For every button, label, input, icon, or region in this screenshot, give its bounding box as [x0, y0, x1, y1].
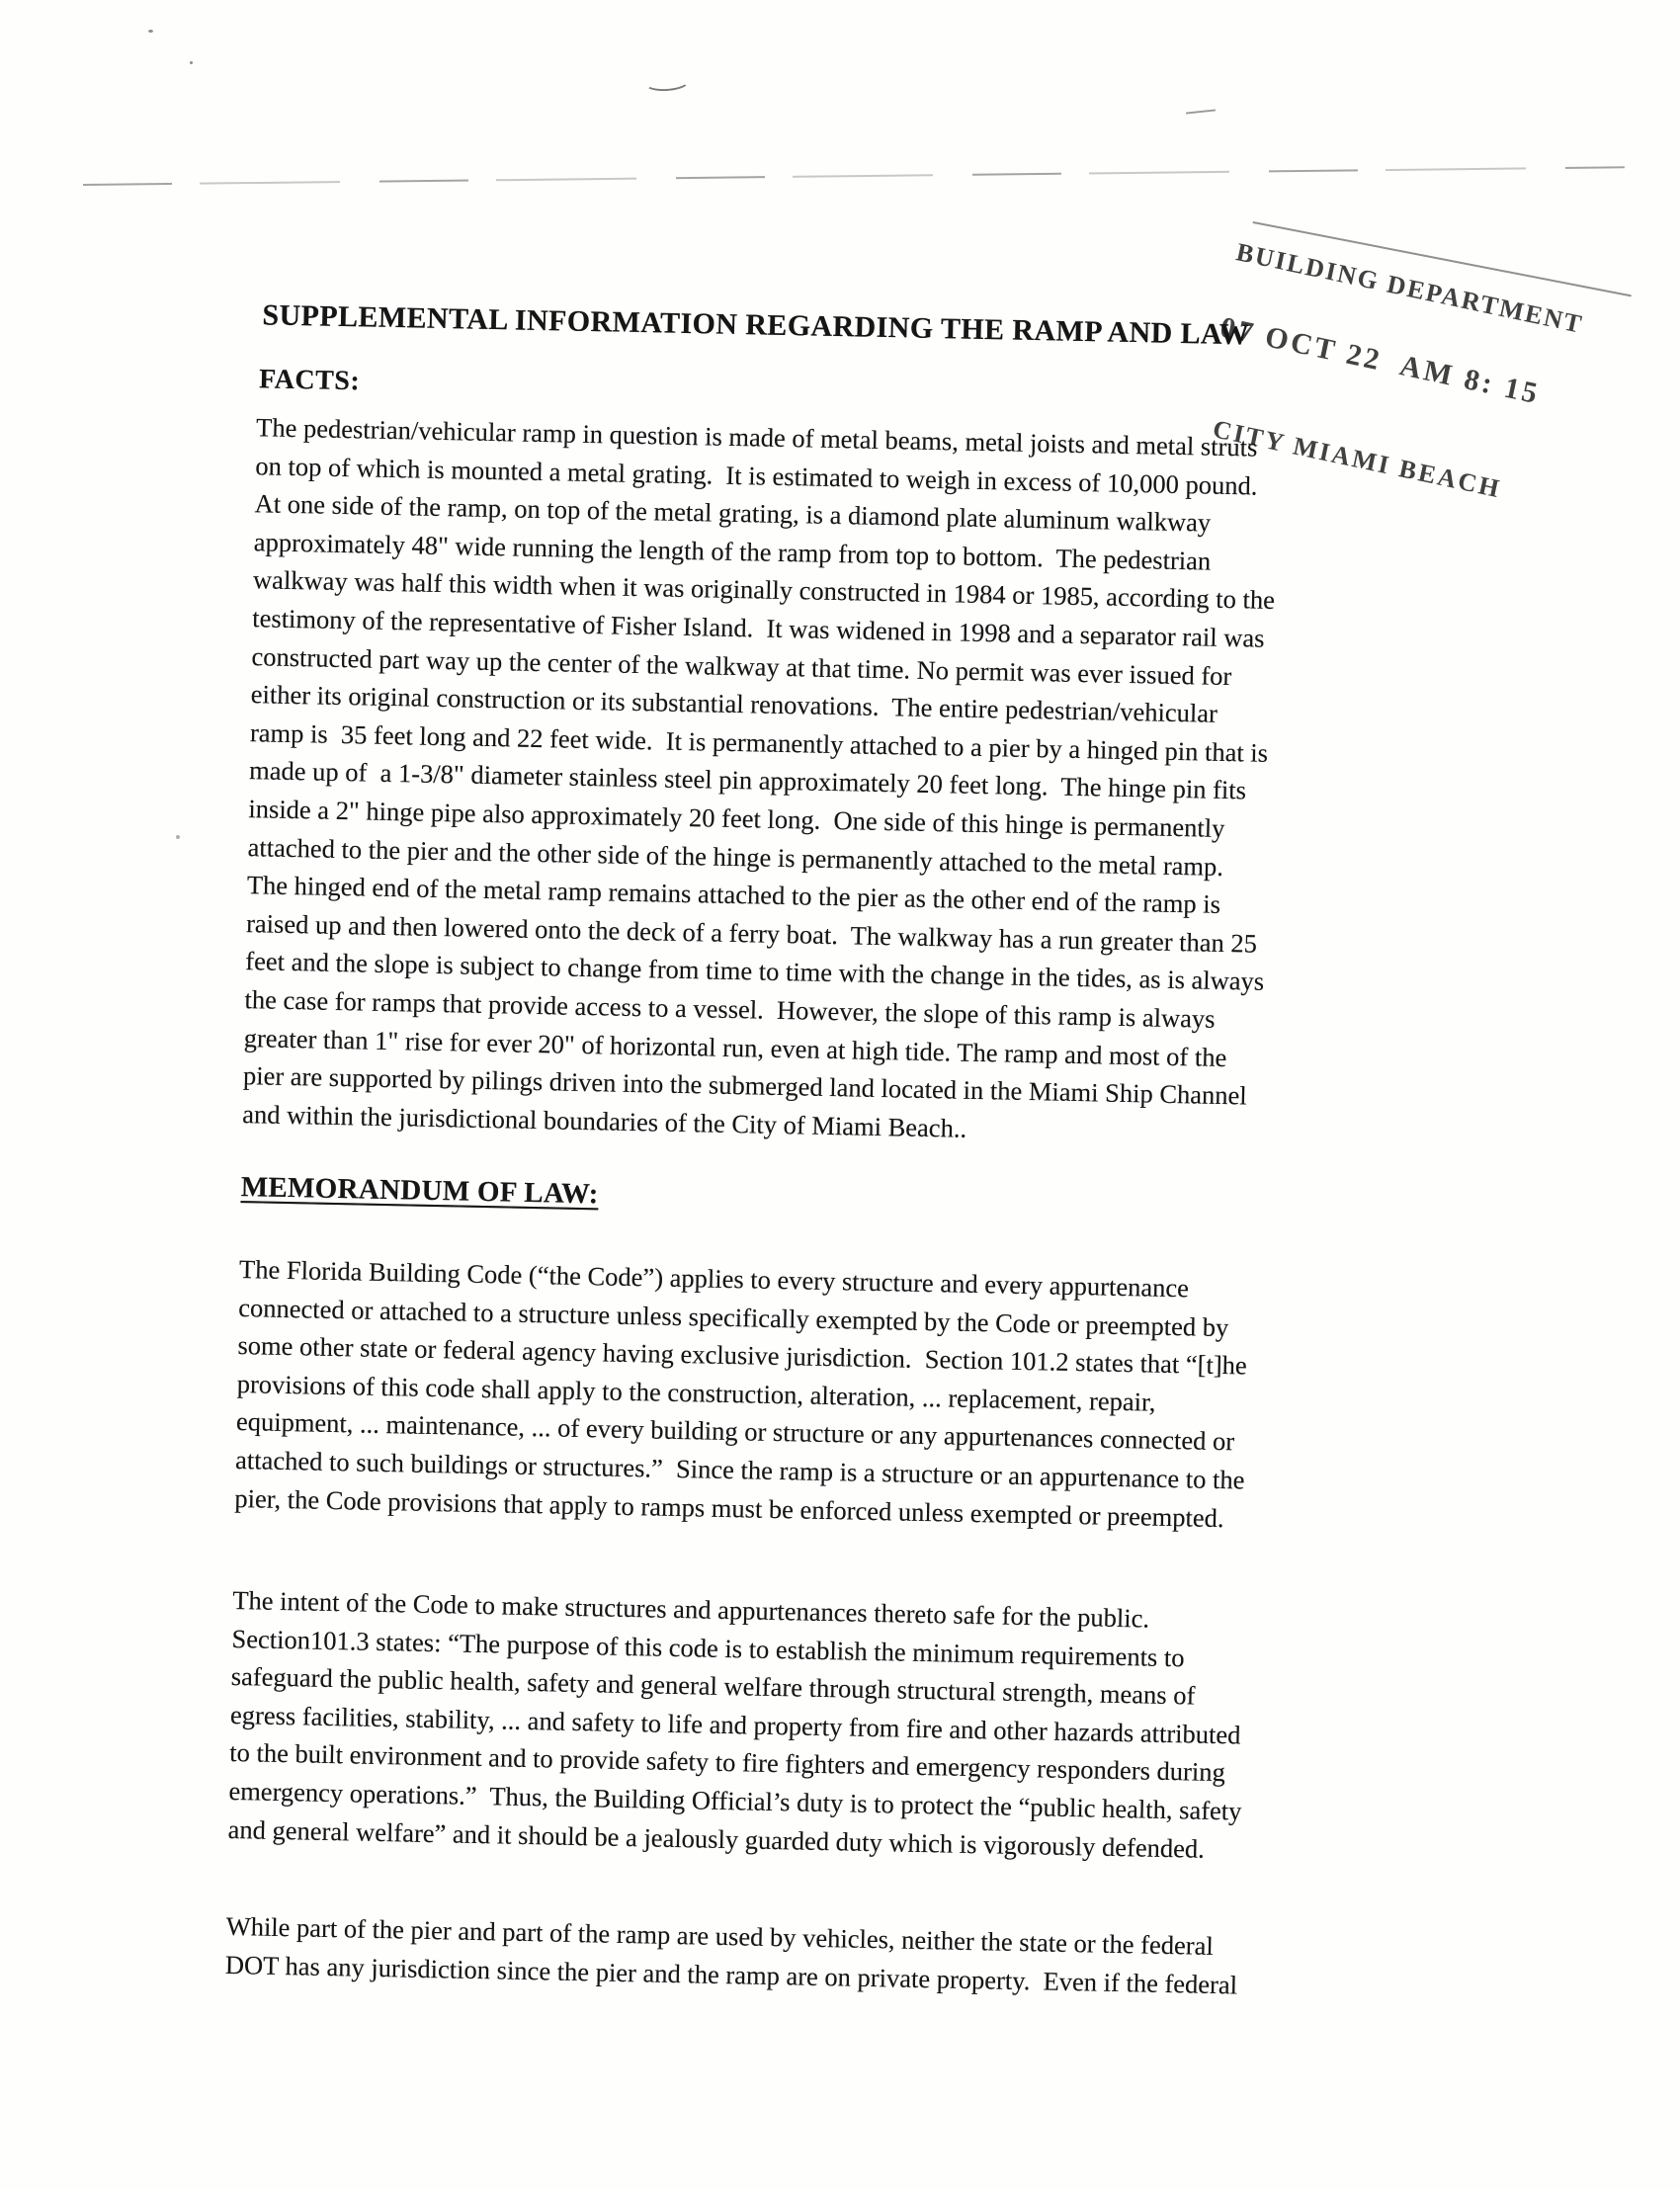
facts-heading: FACTS:	[258, 364, 361, 397]
facts-paragraph	[242, 408, 1279, 1153]
text-line: ramp is 35 feet long and 22 feet wide. It is permanently attached to a pier by a hinged pin that is	[249, 716, 1269, 768]
stamp-line-city: CITY MIAMI BEACH	[1210, 414, 1504, 504]
text-line: and within the jurisdictional boundaries of the City of Miami Beach..	[241, 1098, 967, 1143]
text-line: walkway was half this width when it was originally constructed in 1984 or 1985, according to the	[252, 564, 1276, 616]
text-line: The Florida Building Code (“the Code”) applies to every structure and every appurtenance	[238, 1254, 1190, 1304]
text-line: feet and the slope is subject to change from time to time with the change in the tides, as is always	[245, 946, 1265, 997]
stamp-line-datetime: 07 OCT 22 AM 8: 15	[1217, 310, 1544, 411]
text-line: attached to the pier and the other side of the hinge is permanently attached to the metal ramp.	[247, 831, 1224, 882]
text-line: Section101.3 states: “The purpose of this code is to establish the minimum requirements to	[231, 1623, 1185, 1672]
text-line: testimony of the representative of Fisher Island. It was widened in 1998 and a separator rail was	[252, 603, 1265, 653]
text-line: raised up and then lowered onto the deck of a ferry boat. The walkway has a run greater than 25	[245, 907, 1258, 959]
law-paragraph-1	[234, 1250, 1249, 1538]
text-line: connected or attached to a structure unless specifically exempted by the Code or preempted by	[238, 1292, 1229, 1342]
text-line: safeguard the public health, safety and general welfare through structural strength, means of	[230, 1661, 1196, 1711]
text-line: the case for ramps that provide access to a vessel. However, the slope of this ramp is always	[244, 984, 1216, 1034]
text-line: made up of a 1-3/8" diameter stainless steel pin approximately 20 feet long. The hinge pin fits	[248, 755, 1247, 805]
text-line: and general welfare” and it should be a jealously guarded duty which is vigorously defended.	[227, 1813, 1206, 1864]
text-line: At one side of the ramp, on top of the metal grating, is a diamond plate aluminum walkway	[254, 488, 1212, 538]
text-line: The hinged end of the metal ramp remains attached to the pier as the other end of the ramp is	[246, 870, 1221, 920]
text-line: inside a 2" hinge pipe also approximately 20 feet long. One side of this hinge is permanently	[248, 794, 1225, 843]
text-line: pier are supported by pilings driven into the submerged land located in the Miami Ship Channel	[242, 1060, 1248, 1111]
memorandum-heading: MEMORANDUM OF LAW:	[240, 1171, 599, 1211]
text-line: The intent of the Code to make structures and appurtenances thereto safe for the public.	[232, 1584, 1150, 1634]
text-line: on top of which is mounted a metal grating. It is estimated to weigh in excess of 10,000 pound.	[255, 450, 1258, 501]
text-line: While part of the pier and part of the ramp are used by vehicles, neither the state or the federal	[225, 1910, 1215, 1961]
stamp-line-department: BUILDING DEPARTMENT	[1233, 237, 1586, 340]
text-line: constructed part way up the center of the walkway at that time. No permit was ever issued for	[251, 640, 1232, 691]
text-line: The pedestrian/vehicular ramp in question is made of metal beams, metal joists and metal struts	[255, 412, 1258, 463]
text-line: some other state or federal agency having exclusive jurisdiction. Section 101.2 states that “[t]he	[237, 1330, 1248, 1381]
text-line: either its original construction or its substantial renovations. The entire pedestrian/vehicular	[250, 679, 1218, 728]
document-title: SUPPLEMENTAL INFORMATION REGARDING THE RAMP AND LAW	[262, 298, 1250, 352]
law-paragraph-3	[225, 1907, 1239, 2004]
text-line: emergency operations.” Thus, the Building Official’s duty is to protect the “public health, safety	[228, 1775, 1242, 1826]
text-line: equipment, ... maintenance, ... of every building or structure or any appurtenances connected or	[235, 1406, 1235, 1457]
text-line: pier, the Code provisions that apply to ramps must be enforced unless exempted or preempted.	[234, 1482, 1224, 1533]
text-line: greater than 1" rise for ever 20" of horizontal run, even at high tide. The ramp and most of the	[243, 1022, 1227, 1072]
text-line: approximately 48" wide running the length of the ramp from top to bottom. The pedestrian	[253, 526, 1212, 576]
text-line: egress facilities, stability, ... and safety to life and property from fire and other hazards attributed	[229, 1699, 1241, 1750]
text-line: DOT has any jurisdiction since the pier and the ramp are on private property. Even if the federal	[224, 1949, 1238, 2000]
law-paragraph-2	[227, 1581, 1245, 1869]
text-line: attached to such buildings or structures.” Since the ramp is a structure or an appurtenance to the	[234, 1444, 1245, 1495]
text-line: provisions of this code shall apply to the construction, alteration, ... replacement, repair,	[236, 1368, 1156, 1417]
text-line: to the built environment and to provide safety to fire fighters and emergency responders during	[228, 1737, 1226, 1788]
